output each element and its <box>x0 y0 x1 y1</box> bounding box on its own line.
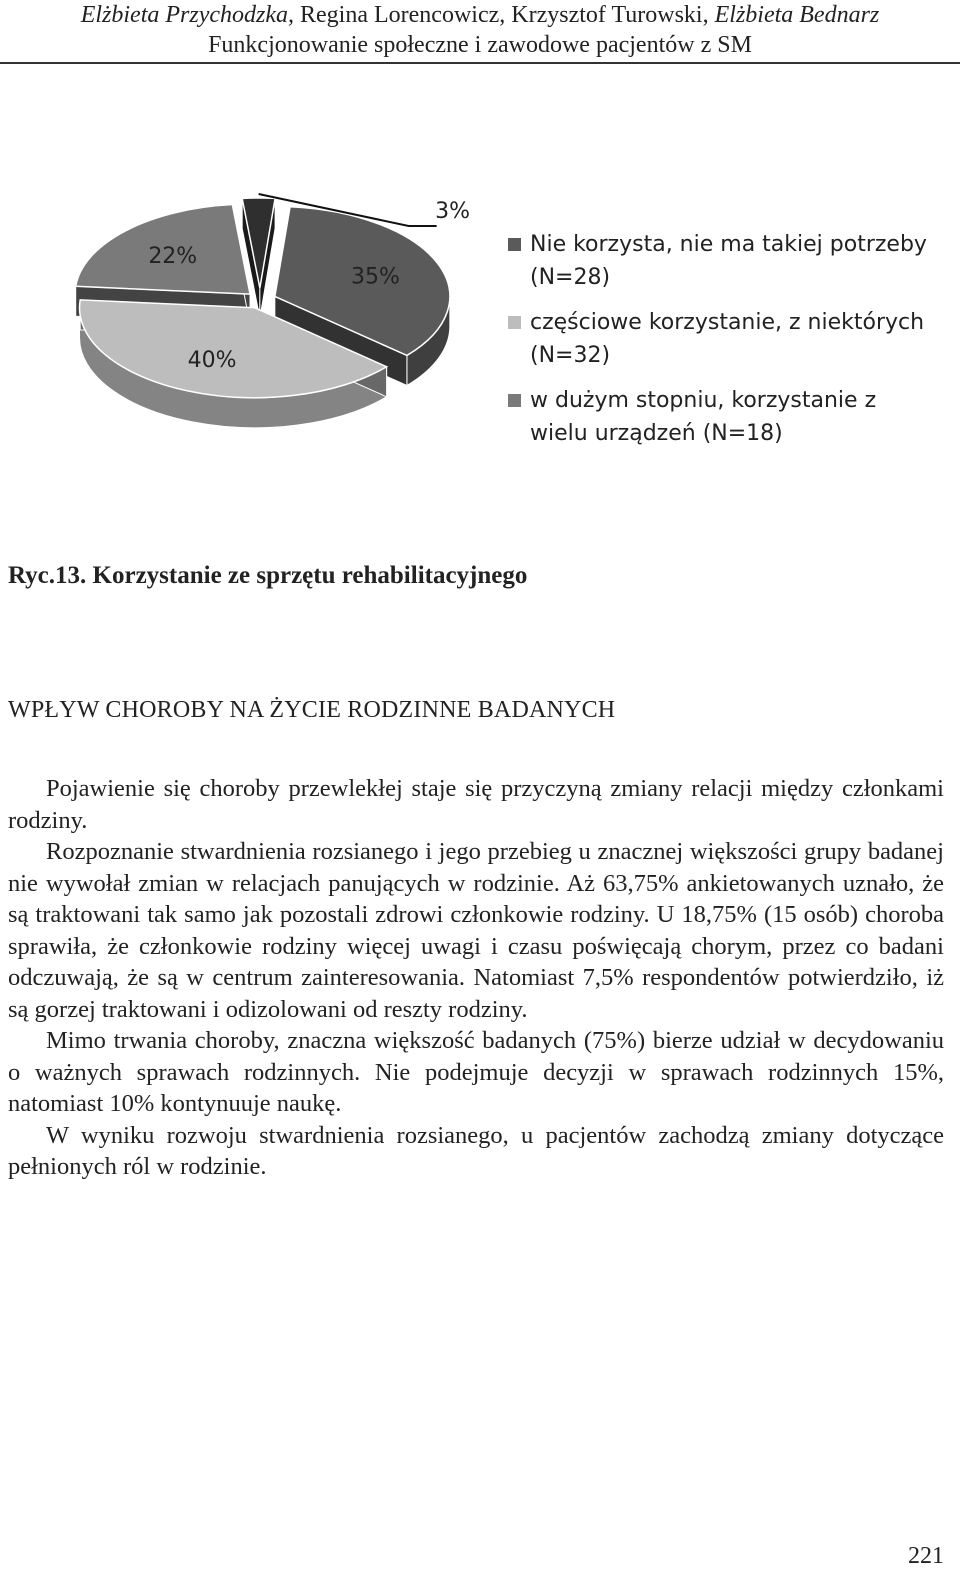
legend-item <box>508 384 948 450</box>
paragraph: Pojawienie się choroby przewlekłej staje się przyczyną zmiany relacji między członkami rodziny. <box>8 775 944 834</box>
section-heading: WPŁYW CHOROBY NA ŻYCIE RODZINNE BADANYCH <box>8 697 616 723</box>
header-title: Funkcjonowanie społeczne i zawodowe pacjentów z SM <box>208 32 752 58</box>
legend-label-1: Nie korzysta, nie ma takiej potrzeby <box>530 232 927 257</box>
paragraph: W wyniku rozwoju stwardnienia rozsianego, u pacjentów zachodzą zmiany dotyczące pełnionych ról w rodzinie. <box>8 1121 944 1180</box>
legend-label-3-line2: wielu urządzeń (N=18) <box>530 421 783 446</box>
paragraph: Mimo trwania choroby, znaczna większość badanych (75%) bierze udział w decydowaniu o ważnych sprawach rodzinnych. Nie podejmuje decyzji w sprawach rodzinnych 15%, natomiast 10% kontynuuje naukę. <box>8 1027 944 1117</box>
legend-swatch-1 <box>508 238 521 251</box>
pie-slice-label-3: 22% <box>148 243 198 269</box>
legend-label-3: w dużym stopniu, korzystanie z <box>530 388 877 413</box>
page-number: 221 <box>908 1543 944 1569</box>
legend-label-2-line2: (N=32) <box>530 343 611 368</box>
author-1: Elżbieta Przychodzka, <box>80 2 295 28</box>
pie-chart <box>60 190 500 470</box>
body-text <box>8 773 944 1183</box>
chart-legend <box>508 228 948 462</box>
pie-slice-label-4: 3% <box>435 199 471 224</box>
legend-swatch-3 <box>508 394 521 407</box>
legend-swatch-2 <box>508 316 521 329</box>
header-authors <box>0 0 960 30</box>
legend-label-1-line2: (N=28) <box>530 265 611 290</box>
legend-label-2: częściowe korzystanie, z niektórych <box>530 310 925 335</box>
legend-item <box>508 228 948 294</box>
pie-slice-label-1: 35% <box>350 264 400 290</box>
authors-middle: Regina Lorencowicz, Krzysztof Turowski, <box>294 2 715 28</box>
running-header <box>0 0 960 64</box>
paragraph: Rozpoznanie stwardnienia rozsianego i jego przebieg u znacznej większości grupy badanej nie wywołał zmian w relacjach panujących w rodzinie. Aż 63,75% ankietowanych uznało, że są traktowani tak samo jak pozostali zdrowi członkowie rodziny. U 18,75% (15 osób) choroba sprawiła, że członkowie rodziny więcej uwagi i czasu poświęcają chorym, przez co badani odczuwają, że są w centrum zainteresowania. Natomiast 7,5% respondentów potwierdziło, iż są gorzej traktowani i odizolowani od reszty rodziny. <box>8 838 944 1023</box>
figure-caption: Ryc.13. Korzystanie ze sprzętu rehabilitacyjnego <box>8 562 528 589</box>
legend-item <box>508 306 948 372</box>
pie-chart-svg <box>60 190 500 470</box>
pie-slice-label-2: 40% <box>187 348 237 374</box>
author-4: Elżbieta Bednarz <box>714 2 880 28</box>
